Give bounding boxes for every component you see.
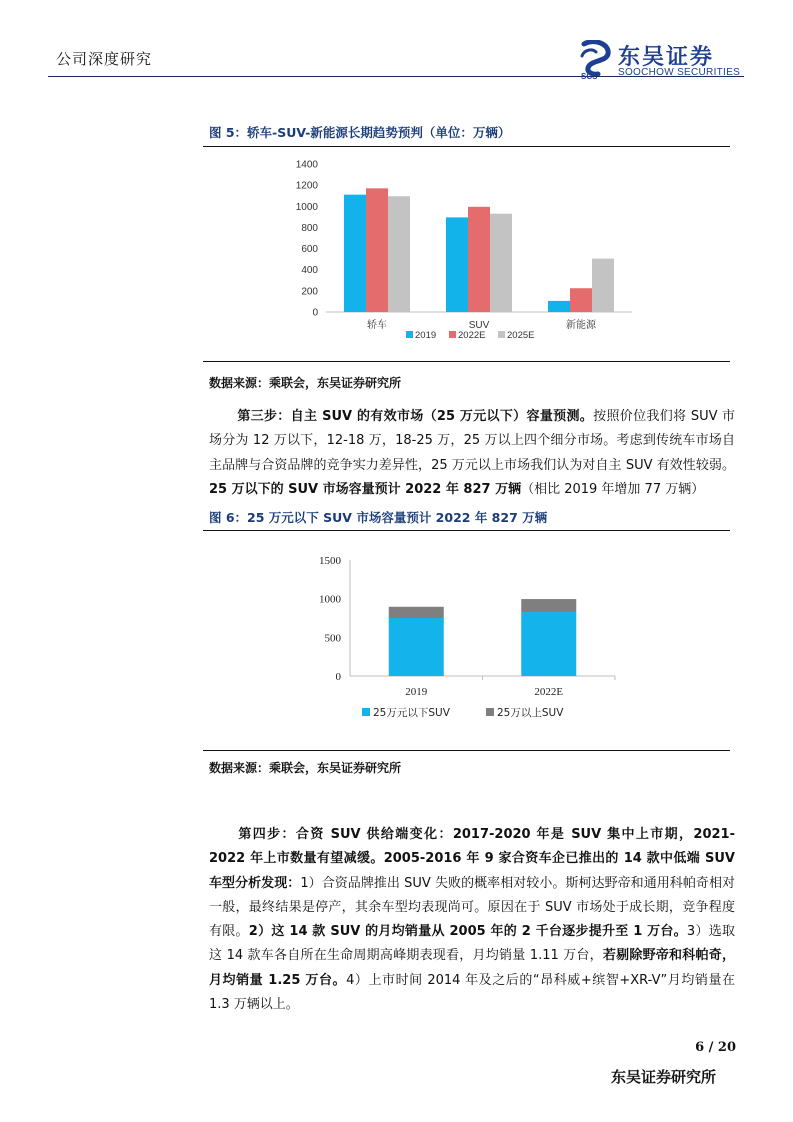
y-tick-label: 1500 [319, 555, 341, 567]
step3-note: （相比 2019 年增加 77 万辆） [521, 481, 705, 497]
y-tick-label: 0 [335, 671, 341, 683]
header-section-label: 公司深度研究 [56, 50, 153, 68]
step4-point4: 4）上市时间 2014 年及之后的“昂科威+缤智+XR-V”月均销量在 1.3 万辆以上。 [209, 972, 735, 1013]
legend-label: 25万以上SUV [497, 707, 564, 719]
figure5-top-rule [203, 146, 730, 147]
x-tick-label: 轿车 [367, 320, 387, 331]
y-tick-label: 1000 [319, 593, 341, 606]
step3-heading: 第三步：自主 SUV 的有效市场（25 万元以下）容量预测。 [237, 409, 594, 424]
bar-25万元以下SUV-2022E [521, 612, 576, 676]
legend-swatch-2022E [449, 331, 456, 338]
step3-conclusion: 25 万以下的 SUV 市场容量预计 2022 年 827 万辆 [209, 481, 522, 497]
step4-point2: 2）这 14 款 SUV 的月均销量从 2005 年的 2 千台逐步提升至 1 万台。 [248, 924, 687, 940]
logo-mark-text: SCS [581, 72, 598, 80]
legend-label: 25万元以下SUV [373, 707, 450, 719]
footer-brand: 东吴证券研究所 [610, 1068, 716, 1086]
bar-2022E-新能源 [570, 288, 592, 312]
logo-mark-icon [582, 42, 608, 75]
page-number: 6 / 20 [695, 1040, 736, 1055]
y-tick-label: 1400 [295, 159, 318, 171]
bar-2022E-轿车 [366, 188, 388, 312]
figure6-bottom-rule [203, 750, 730, 751]
y-tick-label: 200 [301, 286, 318, 298]
figure5-bottom-rule [203, 361, 730, 362]
y-tick-label: 600 [301, 244, 318, 256]
bar-2025E-SUV [490, 214, 512, 312]
step4-point3: 3）选取这 14 款车各自所在生命周期高峰期表现看，月均销量 1.11 万台， [209, 924, 735, 964]
step4-point1: 1）合资品牌推出 SUV 失败的概率相对较小。斯柯达野帝和通用科帕奇相对一般，最终结果是停产，其余车型均表现尚可。原因在于 SUV 市场处于成长期，竞争程度有限。 [209, 875, 735, 940]
logo-chinese-name: 东吴证券 [618, 45, 715, 70]
figure6-top-rule [203, 530, 730, 531]
x-tick-label: 新能源 [566, 320, 596, 331]
figure6-source: 数据来源：乘联会，东吴证券研究所 [209, 761, 402, 775]
bar-2019-SUV [446, 217, 468, 312]
y-tick-label: 1000 [295, 201, 318, 213]
y-tick-label: 800 [301, 222, 318, 234]
x-tick-label: 2019 [405, 686, 428, 698]
step3-body: 按照价位我们将 SUV 市场分为 12 万以下，12-18 万，18-25 万，25 万以上四个细分市场。考虑到传统车市场自主品牌与合资品牌的竞争实力差异性，25 万元以上市场我们认为对自主 SUV 有效性较弱。 [209, 409, 735, 473]
bar-25万元以下SUV-2019 [389, 618, 444, 676]
figure6-chart [290, 548, 630, 728]
y-tick-label: 400 [301, 265, 318, 277]
y-tick-label: 1200 [295, 180, 318, 192]
step4-paragraph [209, 823, 735, 1017]
legend-label: 2022E [458, 330, 486, 341]
legend-swatch [486, 708, 494, 716]
step4-heading: 第四步：合资 SUV 供给端变化：2017-2020 年是 SUV 集中上市期，2021-2022 年上市数量有望减缓。2005-2016 年 9 家合资车企已推出的 14 款中低端 SUV 车型分析发现： [209, 827, 735, 891]
legend-swatch [362, 708, 370, 716]
legend-swatch-2019 [406, 331, 413, 338]
bar-25万以上SUV-2019 [389, 607, 444, 618]
figure5-chart [240, 150, 660, 350]
y-tick-label: 500 [324, 632, 341, 645]
legend-label: 2019 [415, 330, 437, 341]
logo-english-name: SOOCHOW SECURITIES [618, 67, 741, 78]
x-tick-label: SUV [468, 320, 490, 331]
bar-2019-新能源 [548, 301, 570, 312]
bar-25万以上SUV-2022E [521, 599, 576, 612]
figure5-title: 图 5：轿车-SUV-新能源长期趋势预判（单位：万辆） [209, 125, 511, 140]
step4-point3-emphasis: 若剔除野帝和科帕奇，月均销量 1.25 万台。 [209, 948, 735, 988]
bar-2025E-新能源 [592, 259, 614, 312]
figure5-source: 数据来源：乘联会，东吴证券研究所 [209, 376, 402, 390]
bar-2025E-轿车 [388, 196, 410, 312]
figure6-title: 图 6：25 万元以下 SUV 市场容量预计 2022 年 827 万辆 [209, 510, 548, 525]
legend-label: 2025E [507, 330, 535, 341]
x-tick-label: 2022E [534, 686, 564, 698]
header-divider [48, 76, 744, 77]
step3-paragraph [209, 405, 735, 502]
y-tick-label: 0 [312, 307, 318, 319]
bar-2019-轿车 [344, 195, 366, 312]
bar-2022E-SUV [468, 207, 490, 312]
legend-swatch-2025E [498, 331, 505, 338]
